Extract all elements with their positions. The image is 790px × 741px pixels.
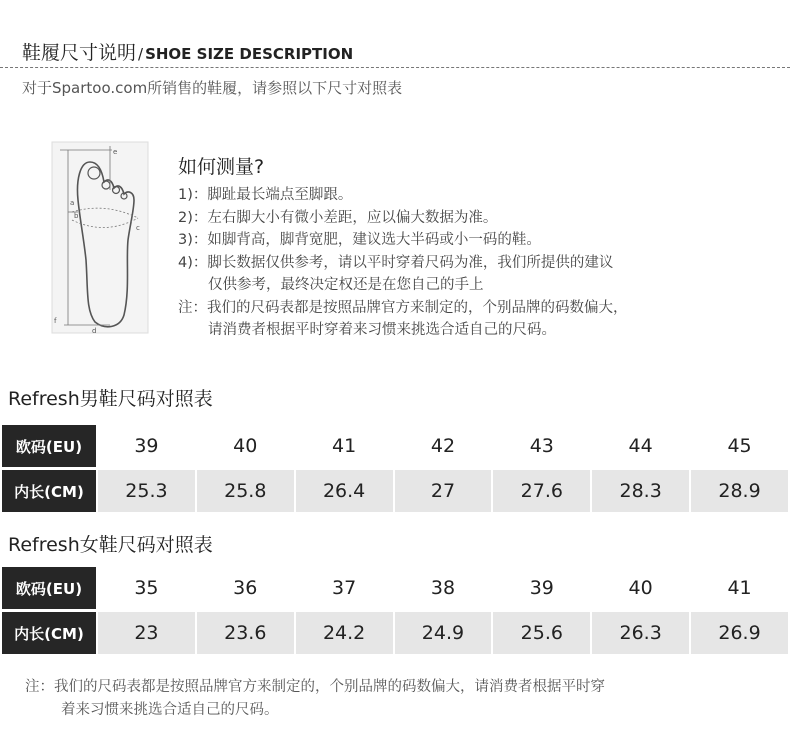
bottom-note-line2: 着来习惯来挑选合适自己的尺码。 [61, 702, 279, 718]
men-table-title: Refresh男鞋尺码对照表 [8, 388, 213, 410]
men-cm-cell: 27 [395, 470, 492, 512]
women-eu-cell: 36 [233, 577, 258, 599]
women-eu-label: 欧码(EU) [2, 567, 96, 609]
diagram-label-e: e [113, 148, 118, 156]
women-eu-cell: 39 [529, 577, 554, 599]
men-eu-cell: 41 [332, 435, 357, 457]
men-size-table [0, 422, 790, 515]
page-title-cn: 鞋履尺寸说明 [22, 42, 137, 64]
men-cm-row [2, 470, 788, 512]
men-eu-cell: 43 [529, 435, 554, 457]
men-eu-cell: 42 [430, 435, 456, 457]
women-cm-cell: 26.9 [691, 612, 788, 654]
women-eu-row [2, 567, 788, 609]
howto-note-cont: 请消费者根据平时穿着来习惯来挑选合适自己的尺码。 [208, 322, 556, 338]
women-cm-row [2, 612, 788, 654]
women-cm-cell: 23 [98, 612, 195, 654]
header-divider [0, 67, 790, 68]
diagram-label-c: c [136, 224, 140, 232]
men-cm-cell: 28.9 [691, 470, 788, 512]
men-cm-cell: 25.3 [98, 470, 195, 512]
men-eu-label: 欧码(EU) [2, 425, 96, 467]
women-eu-cell: 37 [332, 577, 357, 599]
howto-item-3: 3)：如脚背高，脚背宽肥，建议选大半码或小一码的鞋。 [178, 232, 541, 248]
diagram-label-b: b [74, 212, 79, 220]
men-eu-cell: 45 [727, 435, 752, 457]
women-eu-cell: 35 [134, 577, 159, 599]
women-eu-cell: 40 [628, 577, 653, 599]
men-cm-cell: 28.3 [592, 470, 689, 512]
page-title-en: SHOE SIZE DESCRIPTION [145, 45, 354, 63]
title-separator: / [138, 45, 144, 63]
howto-list [178, 184, 628, 342]
page-title [22, 38, 353, 65]
women-table-title: Refresh女鞋尺码对照表 [8, 534, 213, 556]
men-eu-row [2, 425, 788, 467]
diagram-label-d: d [92, 327, 97, 335]
women-cm-cell: 23.6 [197, 612, 294, 654]
women-eu-cell: 38 [430, 577, 456, 599]
howto-item-1: 1)：脚趾最长端点至脚跟。 [178, 187, 353, 203]
women-cm-cell: 24.9 [395, 612, 492, 654]
men-cm-label: 内长(CM) [2, 470, 96, 512]
howto-note: 注：我们的尺码表都是按照品牌官方来制定的，个别品牌的码数偏大， [178, 299, 628, 316]
diagram-label-f: f [54, 317, 57, 325]
howto-item-2: 2)：左右脚大小有微小差距，应以偏大数据为准。 [178, 209, 498, 226]
bottom-note [25, 676, 605, 722]
bottom-note-line1: 注：我们的尺码表都是按照品牌官方来制定的，个别品牌的码数偏大，请消费者根据平时穿 [25, 679, 605, 695]
diagram-label-a: a [70, 199, 75, 207]
women-size-table [0, 564, 790, 657]
men-eu-cell: 44 [628, 435, 653, 457]
women-cm-cell: 25.6 [493, 612, 590, 654]
howto-item-4: 4)：脚长数据仅供参考，请以平时穿着尺码为准，我们所提供的建议 [178, 254, 614, 271]
foot-measure-diagram [50, 140, 150, 335]
men-cm-cell: 27.6 [493, 470, 590, 512]
intro-text: 对于Spartoo.com所销售的鞋履，请参照以下尺寸对照表 [22, 79, 403, 97]
women-cm-cell: 26.3 [592, 612, 689, 654]
women-cm-cell: 24.2 [296, 612, 393, 654]
howto-title: 如何测量? [178, 156, 265, 178]
men-cm-cell: 25.8 [197, 470, 294, 512]
howto-item-4-cont: 仅供参考，最终决定权还是在您自己的手上 [208, 277, 484, 293]
women-eu-cell: 41 [727, 577, 752, 599]
men-eu-cell: 39 [134, 435, 159, 457]
women-cm-label: 内长(CM) [2, 612, 96, 654]
men-eu-cell: 40 [233, 435, 258, 457]
men-cm-cell: 26.4 [296, 470, 393, 512]
